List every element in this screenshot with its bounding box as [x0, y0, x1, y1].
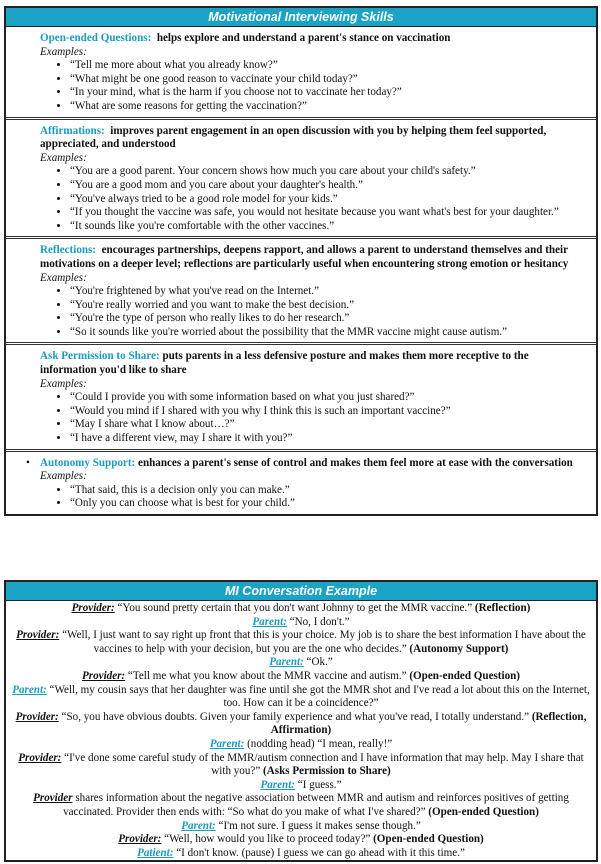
skills-header: Motivational Interviewing Skills: [6, 8, 596, 27]
example-item: • “If you thought the vaccine was safe, you would not hesitate because you want what's best for your daughter.”: [70, 206, 588, 220]
example-item: • “You're frightened by what you've read on the Internet.”: [70, 285, 588, 299]
section-description: improves parent engagement in an open discussion with you by helping them feel supported, appreciated, and understood: [40, 124, 547, 151]
section-open-ended: [6, 27, 596, 120]
section-reflections: [6, 239, 596, 345]
dialogue-text: “Well, my cousin says that her daughter was fine until she got the MMR shot and I've read a lot about this on the Internet, too. How can it be a coincidence?”: [49, 683, 590, 710]
example-item: • “In your mind, what is the harm if you choose not to vaccinate her today?”: [70, 86, 588, 100]
bullet-icon: •: [26, 456, 30, 469]
section-heading: [26, 457, 588, 471]
dialogue-line: [12, 738, 590, 752]
dialogue-line: [12, 752, 590, 779]
example-item: • “You're really worried and you want to make the best decision.”: [70, 299, 588, 313]
conversation-header: MI Conversation Example: [6, 582, 596, 601]
dialogue-text: shares information about the negative association between MMR and autism and reinforces positives of getting vaccinated. Provider then ends with: “So what do you make of what I've shared?”: [63, 792, 569, 818]
conversation-box: [4, 580, 598, 862]
speaker-parent: Parent:: [260, 778, 295, 791]
speaker-provider: Provider:: [71, 602, 115, 614]
example-item: • “That said, this is a decision only you can make.”: [70, 484, 588, 498]
section-heading: [40, 244, 588, 271]
example-item: • “Could I provide you with some information based on what you just shared?”: [70, 391, 588, 405]
examples-list: [40, 165, 588, 233]
section-description: puts parents in a less defensive posture and makes them more receptive to the information you'd like to share: [40, 350, 529, 377]
section-term: Affirmations:: [40, 124, 105, 137]
dialogue-line: [12, 833, 590, 847]
dialogue-text: “You sound pretty certain that you don't want Johnny to get the MMR vaccine.”: [117, 602, 473, 614]
dialogue-text: “Well, how would you like to proceed today?”: [164, 833, 371, 846]
technique-tag: (Reflection): [474, 602, 531, 614]
section-description: helps explore and understand a parent's stance on vaccination: [156, 32, 451, 44]
technique-tag: (Open-ended Question): [409, 669, 520, 682]
example-item: • “May I share what I know about…?”: [70, 418, 588, 432]
mi-skills-box: [4, 6, 598, 516]
section-description: enhances a parent's sense of control and makes them feel more at ease with the conversation: [138, 456, 573, 469]
section-heading: [40, 125, 588, 152]
speaker-provider: Provider:: [82, 669, 126, 682]
dialogue-text: “Well, I just want to say right up front that this is your choice. My job is to share the best information I have about the vaccines to help with your decision, but you are the one who decides.”: [62, 629, 586, 655]
section-term: Open-ended Questions:: [40, 32, 152, 44]
section-term: Reflections:: [40, 244, 97, 257]
examples-list: [40, 59, 588, 113]
examples-label: Examples:: [40, 377, 87, 390]
examples-label: Examples:: [40, 45, 87, 58]
dialogue-line: [12, 820, 590, 834]
examples-list: [40, 391, 588, 445]
dialogue-line: [12, 670, 590, 684]
dialogue-text: “Ok.”: [306, 656, 333, 669]
technique-tag: (Autonomy Support): [409, 642, 509, 655]
example-item: • “Only you can choose what is best for your child.”: [70, 497, 588, 511]
dialogue-line: [12, 629, 590, 656]
section-heading: [40, 350, 588, 377]
technique-tag: (Open-ended Question): [428, 805, 539, 818]
dialogue-line: [12, 779, 590, 793]
technique-tag: (Reflection, Affirmation): [270, 710, 587, 737]
examples-label: Examples:: [40, 271, 87, 284]
examples-label: Examples:: [40, 151, 87, 164]
conversation-lines: [6, 601, 596, 860]
example-item: • “You're the type of person who really likes to do her research.”: [70, 312, 588, 326]
dialogue-line: [12, 847, 590, 861]
dialogue-line: [12, 711, 590, 738]
speaker-parent: Parent:: [252, 615, 287, 628]
example-item: • “You are a good mom and you care about your daughter's health.”: [70, 179, 588, 193]
dialogue-text: “I'm not sure. I guess it makes sense though.”: [218, 819, 421, 832]
example-item: • “I have a different view, may I share it with you?”: [70, 432, 588, 446]
speaker-parent: Parent:: [209, 737, 245, 750]
section-term: Autonomy Support:: [40, 456, 136, 469]
dialogue-text: (nodding head) “I mean, really!”: [247, 737, 393, 750]
example-item: • “You've always tried to be a good role model for your kids.”: [70, 193, 588, 207]
dialogue-text: “So, you have obvious doubts. Given your family experience and what you've read, I totally understand.”: [61, 710, 530, 723]
dialogue-text: “No, I don't.”: [289, 615, 350, 628]
example-item: • “Tell me more about what you already know?”: [70, 59, 588, 73]
speaker-parent: Parent:: [269, 656, 304, 669]
example-item: • “It sounds like you're comfortable with the other vaccines.”: [70, 220, 588, 234]
examples-list: [40, 285, 588, 339]
section-heading: [40, 32, 588, 46]
example-item: • “Would you mind if I shared with you why I think this is such an important vaccine?”: [70, 405, 588, 419]
speaker-parent: Parent:: [181, 819, 216, 832]
dialogue-text: “Tell me what you know about the MMR vaccine and autism.”: [127, 669, 407, 682]
speaker-provider: Provider:: [15, 710, 59, 723]
dialogue-line: [12, 684, 590, 711]
example-item: • “What might be one good reason to vaccinate your child today?”: [70, 73, 588, 87]
dialogue-line: [12, 616, 590, 630]
dialogue-line: [12, 656, 590, 670]
examples-list: [26, 484, 588, 511]
speaker-provider: Provider:: [118, 833, 162, 846]
dialogue-text: “I've done some careful study of the MMR/autism connection and I have information that may help. May I share that with you?”: [64, 751, 584, 778]
section-term: Ask Permission to Share:: [40, 350, 160, 363]
technique-tag: (Open-ended Question): [373, 833, 484, 846]
section-affirmations: [6, 120, 596, 240]
dialogue-line: [12, 602, 590, 616]
section-autonomy-support: [6, 452, 596, 514]
section-ask-permission: [6, 345, 596, 451]
technique-tag: (Asks Permission to Share): [263, 765, 391, 778]
dialogue-line: [12, 792, 590, 819]
speaker-parent: Parent:: [12, 683, 47, 696]
dialogue-text: “I guess.”: [297, 778, 342, 791]
example-item: • “You are a good parent. Your concern shows how much you care about your child's safety.”: [70, 165, 588, 179]
examples-label: Examples:: [40, 470, 87, 483]
section-description: encourages partnerships, deepens rapport, and allows a parent to understand themselves and their motivations on a deeper level; reflections are particularly useful when encountering strong emotion or hesitancy: [40, 244, 569, 270]
example-item: • “What are some reasons for getting the vaccination?”: [70, 100, 588, 114]
speaker-provider: Provider:: [18, 751, 62, 764]
speaker-patient: Patient:: [137, 846, 174, 859]
dialogue-text: “I don't know. (pause) I guess we can go ahead with it this time.”: [176, 846, 465, 859]
speaker-provider: Provider:: [16, 629, 60, 642]
example-item: • “So it sounds like you're worried about the possibility that the MMR vaccine might cause autism.”: [70, 326, 588, 340]
speaker-provider: Provider: [33, 792, 73, 805]
